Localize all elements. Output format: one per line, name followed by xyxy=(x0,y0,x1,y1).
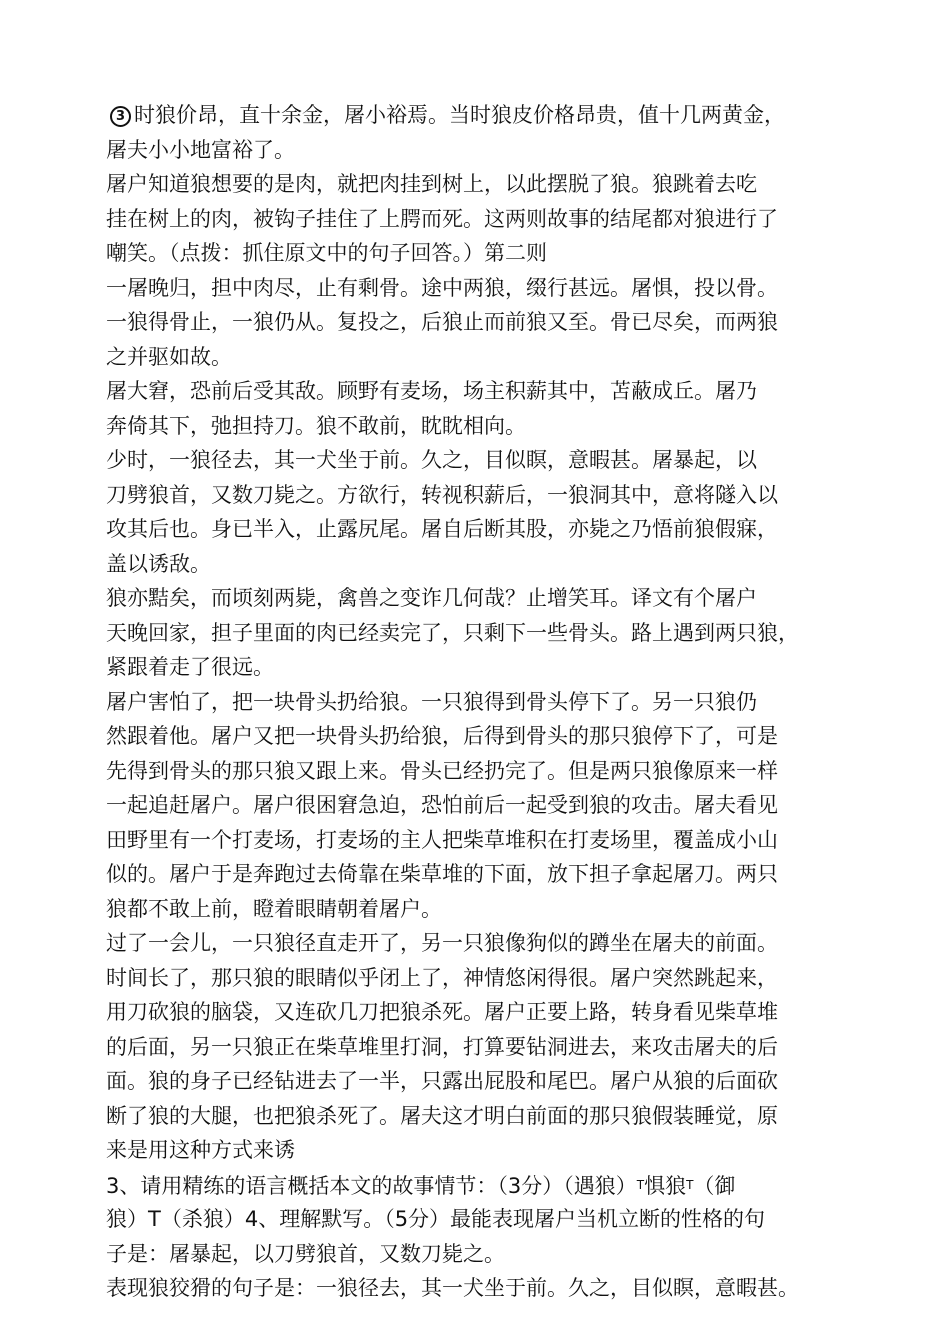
paragraph-line: 奔倚其下，弛担持刀。狼不敢前，眈眈相向。 xyxy=(106,413,526,438)
question-3-line-2 xyxy=(106,1202,876,1237)
paragraph-line: 之并驱如故。 xyxy=(106,344,232,369)
paragraph-line: 刀劈狼首，又数刀毙之。方欲行，转视积薪后，一狼洞其中，意将隧入以 xyxy=(106,482,778,507)
paragraph-line: 攻其后也。身已半入，止露尻尾。屠自后断其股，亦毙之乃悟前狼假寐， xyxy=(106,517,778,541)
question-3-text: 狼） xyxy=(106,1207,148,1231)
paragraph-line: 过了一会儿，一只狼径直走开了，另一只狼像狗似的蹲坐在屠夫的前面。 xyxy=(106,931,778,955)
intro-line-1 xyxy=(106,98,876,133)
intro-line-2: 屠夫小小地富裕了。 xyxy=(106,137,295,162)
paragraph-line: 狼亦黠矣，而顷刻两毙，禽兽之变诈几何哉？止增笑耳。译文有个屠户 xyxy=(106,586,757,610)
question-4-answer-line: 子是：屠暴起，以刀劈狼首，又数刀毙之。 xyxy=(106,1241,505,1266)
paragraph-line: 一屠晚归，担中肉尽，止有剩骨。途中两狼，缀行甚远。屠惧，投以骨。 xyxy=(106,275,778,300)
paragraph-line: 少时，一狼径去，其一犬坐于前。久之，目似瞑，意暇甚。屠暴起，以 xyxy=(106,448,757,472)
paragraph-line: 然跟着他。屠户又把一块骨头扔给狼，后得到骨头的那只狼停下了，可是 xyxy=(106,724,778,748)
paragraph-line: 挂在树上的肉，被钩子挂住了上腭而死。这两则故事的结尾都对狼进行了 xyxy=(106,206,778,231)
paragraph-line: 面。狼的身子已经钻进去了一半，只露出屁股和尾巴。屠户从狼的后面砍 xyxy=(106,1069,778,1093)
circled-number-marker: 3 xyxy=(110,106,131,127)
question-4-answer-line: 表现狼狡猾的句子是：一狼径去，其一犬坐于前。久之，目似瞑，意暇甚。 xyxy=(106,1276,799,1300)
paragraph-line: 时间长了，那只狼的眼睛似乎闭上了，神情悠闲得很。屠户突然跳起来， xyxy=(106,965,778,990)
paragraph-line: 狼都不敢上前，瞪着眼睛朝着屠户。 xyxy=(106,896,442,921)
question-3-line-1 xyxy=(106,1168,876,1203)
paragraph-line: 屠户知道狼想要的是肉，就把肉挂到树上，以此摆脱了狼。狼跳着去吃 xyxy=(106,172,757,196)
arrow-t-marker: T xyxy=(148,1207,161,1231)
paragraph-line: 嘲笑。（点拨：抓住原文中的句子回答。）第二则 xyxy=(106,241,547,265)
paragraph-line: 先得到骨头的那只狼又跟上来。骨头已经扔完了。但是两只狼像原来一样 xyxy=(106,758,778,783)
arrow-t-marker: T xyxy=(686,1177,694,1192)
paragraph-line: 天晚回家，担子里面的肉已经卖完了，只剩下一些骨头。路上遇到两只狼， xyxy=(106,620,799,645)
paragraph-line: 来是用这种方式来诱 xyxy=(106,1138,295,1162)
paragraph-line: 一起追赶屠户。屠户很困窘急迫，恐怕前后一起受到狼的攻击。屠夫看见 xyxy=(106,793,778,817)
question-3-text: （御 xyxy=(693,1173,736,1198)
intro-text: 时狼价昂，直十余金，屠小裕焉。当时狼皮价格昂贵，值十几两黄金， xyxy=(134,103,785,127)
paragraph-line: 田野里有一个打麦场，打麦场的主人把柴草堆积在打麦场里，覆盖成小山 xyxy=(106,827,778,852)
paragraph-line: 似的。屠户于是奔跑过去倚靠在柴草堆的下面，放下担子拿起屠刀。两只 xyxy=(106,862,778,886)
paragraph-line: 断了狼的大腿，也把狼杀死了。屠夫这才明白前面的那只狼假装睡觉，原 xyxy=(106,1103,778,1128)
paragraph-line: 的后面，另一只狼正在柴草堆里打洞，打算要钻洞进去，来攻击屠夫的后 xyxy=(106,1034,778,1059)
question-3-text: 惧狼 xyxy=(644,1173,687,1198)
document-text xyxy=(106,98,876,1306)
arrow-t-marker: T xyxy=(636,1177,645,1192)
question-3-text: 3、请用精练的语言概括本文的故事情节：（3分）（遇狼） xyxy=(106,1173,637,1198)
paragraph-line: 紧跟着走了很远。 xyxy=(106,655,274,679)
question-3-text: （杀狼）4、理解默写。（5分）最能表现屠户当机立断的性格的句 xyxy=(160,1207,766,1231)
paragraph-line: 屠大窘，恐前后受其敌。顾野有麦场，场主积薪其中，苫蔽成丘。屠乃 xyxy=(106,379,757,403)
paragraph-line: 一狼得骨止，一狼仍从。复投之，后狼止而前狼又至。骨已尽矣，而两狼 xyxy=(106,310,778,334)
paragraph-line: 盖以诱敌。 xyxy=(106,551,211,576)
paragraph-line: 用刀砍狼的脑袋，又连砍几刀把狼杀死。屠户正要上路，转身看见柴草堆 xyxy=(106,1000,778,1024)
paragraph-line: 屠户害怕了，把一块骨头扔给狼。一只狼得到骨头停下了。另一只狼仍 xyxy=(106,689,757,714)
